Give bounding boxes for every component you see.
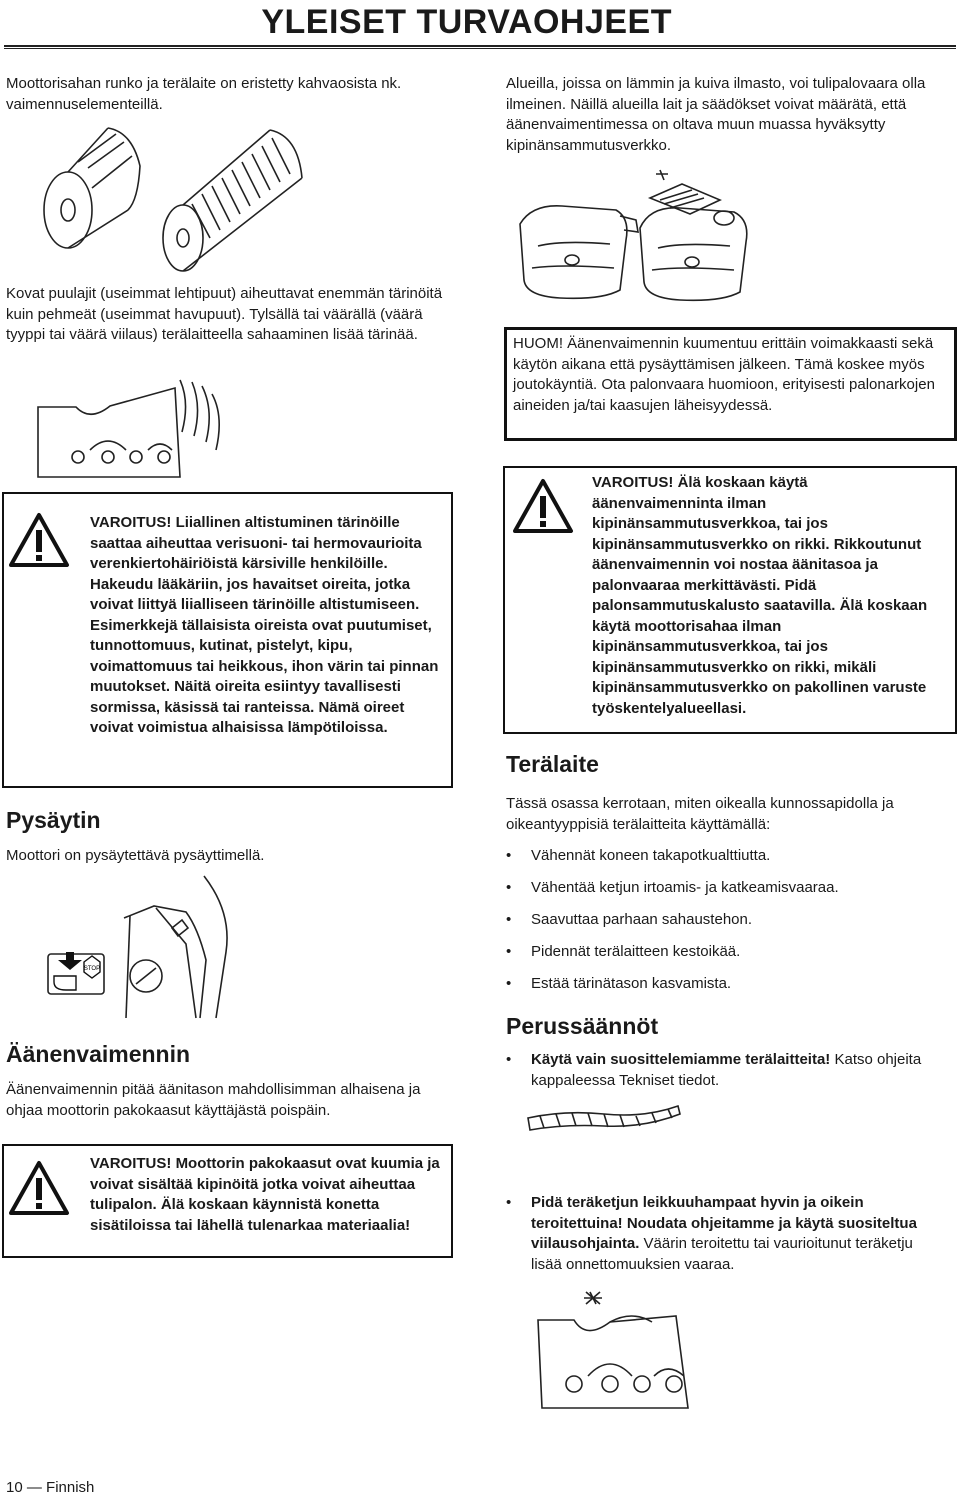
warning-triangle-icon <box>8 512 70 568</box>
rule-bold: Pidä teräketjun leikkuuhampaat hyvin ja oikein teroitettuina! Noudata ohjeitamme ja käytä suositeltua viilausohjainta. <box>531 1194 917 1252</box>
basic-rules-heading: Perussäännöt <box>506 1013 659 1039</box>
footer-language: Finnish <box>46 1479 95 1496</box>
stop-label: STOP <box>83 966 101 972</box>
vibration-text-a: Kovat puulajit (useimmat lehtipuut) aiheuttavat enemmän tärinöitä kuin pehmeät (useimmat havupuut). <box>6 285 443 323</box>
chain-vibration-illustration <box>30 372 230 484</box>
chain-heading: Terälaite <box>506 751 599 777</box>
page-number: 10 <box>6 1479 23 1496</box>
intro-paragraph: Moottorisahan runko ja terälaite on eristetty kahvaosista nk. vaimennuselementeillä. <box>6 75 402 113</box>
chain-benefits-list <box>506 846 946 995</box>
rule-text: Väärin teroitettu tai vaurioitunut teräketju lisää onnettomuuksien vaaraa. <box>531 1235 913 1273</box>
vibration-paragraph <box>6 284 451 346</box>
note-text-a: Äänenvaimennin kuumentuu erittäin voimakkaasti sekä käytön aikana että pysäyttämisen jälkeen. <box>513 335 934 373</box>
stop-paragraph: Moottori on pysäytettävä pysäyttimellä. <box>6 847 265 864</box>
exhaust-warning-text <box>90 1154 446 1236</box>
muffler-illustration <box>512 160 772 310</box>
header-rule-thin <box>4 48 956 49</box>
page-footer <box>6 1478 94 1498</box>
warning-body: Älä koskaan käytä äänenvaimenninta ilman kipinänsammutusverkkoa, tai jos kipinänsammutusverkko on rikki. Rikkoutunut äänenvaimennin voi nostaa äänitasoa ja palonvaaraa merkittävästi. Pidä palonsammutuskalusto saatavilla. Älä koskaan käytä moottorisahaa ilman kipinänsammutusverkkoa, tai jos kipinänsammutusverkko on rikki, mikäli kipinänsammutusverkko on pakollinen varuste työskentelyalueellasi. <box>592 474 928 717</box>
spark-arrestor-paragraph <box>506 74 946 156</box>
spark-arrestor-warning-text <box>592 473 942 719</box>
spark-text-b: Näillä alueilla lait ja säädökset voivat määrätä, että äänenvaimentimessa on oltava muun muassa hyväksytty kipinänsammutusverkko. <box>506 95 907 154</box>
chain-cutter-illustration <box>528 1280 718 1412</box>
note-text-b: Tämä koskee myös joutokäyntiä. Ota palonvaara huomioon, erityisesti palonarkojen aineiden ja/tai kaasujen läheisyydessä. <box>513 355 935 414</box>
list-item: • Vähentää ketjun irtoamis- ja katkeamisvaaraa. <box>506 878 946 899</box>
footer-dash: — <box>26 1479 42 1496</box>
chain-intro: Tässä osassa kerrotaan, miten oikealla kunnossapidolla ja oikeantyyppisiä terälaitteita käyttämällä: <box>506 795 894 833</box>
stop-switch-illustration <box>36 872 238 1020</box>
vibration-warning-text <box>90 513 446 739</box>
warning-triangle-icon <box>512 478 574 534</box>
list-item: • Pidennät terälaitteen kestoikää. <box>506 942 946 963</box>
list-item: • Saavuttaa parhaan sahaustehon. <box>506 910 946 931</box>
rule-text: Katso ohjeita kappaleessa Tekniset tiedot. <box>531 1051 922 1089</box>
warning-label: VAROITUS! <box>90 514 172 531</box>
list-item <box>506 1050 926 1091</box>
note-text <box>513 334 948 416</box>
muffler-heading: Äänenvaimennin <box>6 1041 191 1067</box>
warning-triangle-icon <box>8 1160 70 1216</box>
warning-label: VAROITUS! <box>592 474 674 491</box>
muffler-paragraph: Äänenvaimennin pitää äänitason mahdollisimman alhaisena ja ohjaa moottorin pakokaasut käyttäjästä poispäin. <box>6 1081 421 1119</box>
warning-body: Liiallinen altistuminen tärinöille saattaa aiheuttaa verisuoni- tai hermovaurioita verenkiertohäiriöistä kärsiville henkilöille. Hakeudu lääkäriin, jos havaitset oireita, jotka voivat liittyä liialliseen tärinöille altistumiseen. Esimerkkejä tällaisista oireista ovat puutumiset, tunnottomuus, kutinat, pistelyt, kipu, voimattomuus tai heikkous, ihon värin tai pinnan muutokset. Näitä oireita esiintyy tavallisesti sormissa, käsissä tai ranteissa. Nämä oireet voivat voimistua alhaisissa lämpötiloissa. <box>90 514 439 736</box>
header-rule <box>4 45 956 47</box>
saw-chain-illustration <box>524 1096 684 1146</box>
vibration-text-b: Tylsällä tai väärällä (väärä tyyppi tai väärä viilaus) terälaitteella sahaaminen lisää tärinää. <box>6 305 423 343</box>
list-item <box>506 1193 936 1275</box>
rules-list-1 <box>506 1050 926 1091</box>
list-item: • Estää tärinätason kasvamista. <box>506 974 946 995</box>
warning-body: Moottorin pakokaasut ovat kuumia ja voivat sisältää kipinöitä jotka voivat aiheuttaa tulipalon. Älä koskaan käynnistä konetta sisätiloissa tai lähellä tulenarkaa materiaalia! <box>90 1155 440 1234</box>
muffler-note-box <box>504 327 957 441</box>
rules-list-2 <box>506 1193 936 1275</box>
stop-heading: Pysäytin <box>6 807 101 833</box>
rule-bold: Käytä vain suosittelemiamme terälaitteita! <box>531 1051 831 1068</box>
page-title: YLEISET TURVAOHJEET <box>261 3 672 41</box>
spark-text-a: Alueilla, joissa on lämmin ja kuiva ilmasto, voi tulipalovaara olla ilmeinen. <box>506 75 926 113</box>
list-item: • Vähennät koneen takapotkualttiutta. <box>506 846 946 867</box>
note-label: HUOM! <box>513 335 563 352</box>
warning-label: VAROITUS! <box>90 1155 172 1172</box>
damping-elements-illustration <box>20 108 310 278</box>
